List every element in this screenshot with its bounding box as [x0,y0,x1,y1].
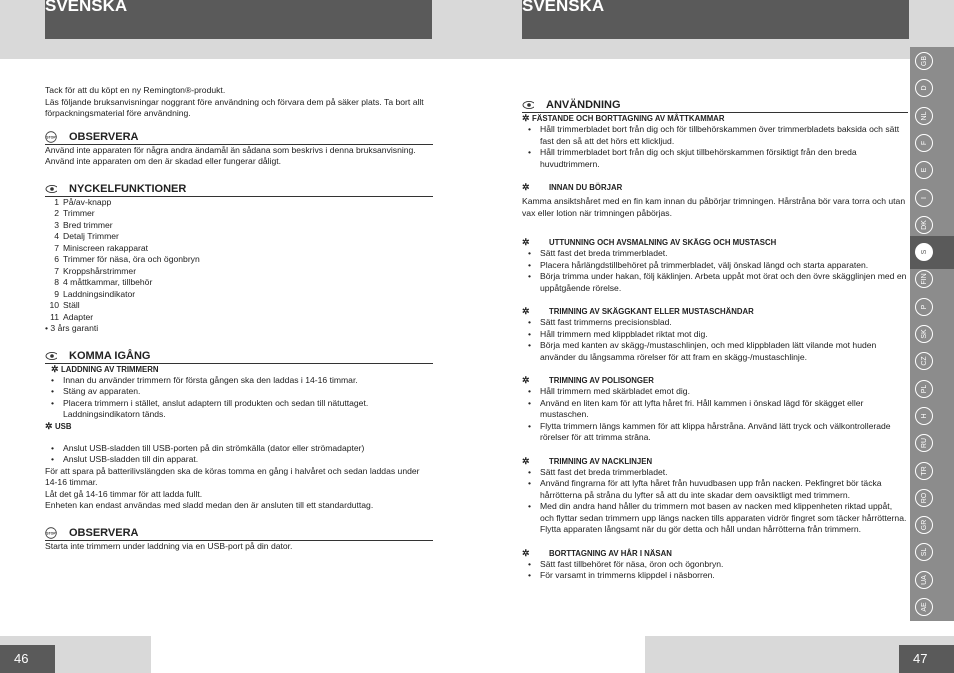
item-label: Adapter [63,311,94,322]
stop-icon [45,131,57,143]
language-tab-s[interactable]: S [915,243,933,261]
subheading [522,237,908,248]
key-feature-item [45,289,433,301]
subheading [522,548,908,559]
item-label: 4 måttkammar, tillbehör [63,277,153,287]
item-label: Detalj Trimmer [63,231,119,241]
item-label: Miniscreen rakapparat [63,242,149,253]
item-number: 2 [54,208,59,218]
paragraph: Låt det gå 14-16 timmar för att ladda fullt. [45,488,203,499]
list [522,467,908,536]
item-label: På/av-knapp [63,196,112,207]
list-item: • Sätt fast tillbehöret för näsa, öron och ögonbryn. [540,559,908,571]
item-number: 10 [49,300,59,310]
list [522,124,908,170]
language-tab-fin[interactable]: FIN [915,270,933,288]
gear-icon: ✲ [522,237,530,247]
item-number: 6 [54,254,59,264]
subheading-label: BORTTAGNING AV HÅR I NÄSAN [549,548,672,558]
list [522,248,908,294]
paragraph: Använd inte apparaten för några andra ändamål än sådana som beskrivs i denna bruksanvisning. [45,144,416,155]
usb-list [45,443,433,466]
list-item: • Innan du använder trimmern för första gången ska den laddas i 14-16 timmar. [63,375,433,387]
page-number-left: 46 [0,645,55,673]
language-tab-gb[interactable]: GB [915,52,933,70]
item-label: Laddningsindikator [63,288,136,299]
section-title: NYCKELFUNKTIONER [69,182,187,195]
list-item: • För varsamt in trimmerns klippdel i näsborren. [540,570,908,582]
list-item: • Sätt fast trimmerns precisionsblad. [540,317,908,329]
language-tab-cz[interactable]: CZ [915,352,933,370]
key-features-list [45,197,433,324]
list-item: • Placera hårlängdstillbehöret på trimmerbladet, välj önskad längd och starta apparaten. [540,260,908,272]
language-tab-sl[interactable]: SL [915,543,933,561]
item-number: 4 [54,231,59,241]
language-tab-f[interactable]: F [915,134,933,152]
section-title: ANVÄNDNING [546,99,621,111]
intro-line: Läs följande bruksanvisningar noggrant före användning och förvara dem på säker plats. Ta bort allt förpackningsmaterial före användning. [45,96,424,118]
language-tab-e[interactable]: E [915,161,933,179]
gear-icon: ✲ [51,363,59,374]
eye-icon [45,350,57,362]
item-number: 9 [54,288,59,299]
section-nyckelfunktioner [45,182,433,197]
eye-icon [45,183,57,195]
item-label: Trimmer för näsa, öra och ögonbryn [63,254,200,264]
intro-line: Tack för att du köpt en ny Remington®-produkt. [45,85,226,95]
gear-icon: ✲ [522,547,530,558]
subheading-label: TRIMNING AV SKÄGGKANT ELLER MUSTASCHÄNDAR [549,307,754,316]
key-feature-item [45,231,433,243]
list-item: • Håll trimmerbladet bort från dig och för tillbehörskammen över trimmerbladets baksida och sätt fast den så att det hörs ett klickljud. [540,124,908,147]
subheading-label: FÄSTANDE OCH BORTTAGNING AV MÅTTKAMMAR [532,114,725,123]
list-item: • Placera trimmern i stället, anslut adaptern till produkten och sedan till nätuttaget. Laddningsindikatorn tänds. [63,398,433,421]
paragraph: Använd inte apparaten om den är skadad eller fungerar dåligt. [45,156,282,166]
item-number: 7 [54,242,59,253]
section-title: OBSERVERA [69,526,139,539]
section-komma-igang [45,349,433,364]
language-tab-ro[interactable]: RO [915,489,933,507]
language-tab-nl[interactable]: NL [915,107,933,125]
language-tab-ae[interactable]: AE [915,598,933,616]
subheading-label: TRIMNING AV POLISONGER [549,376,654,385]
section-observera [45,130,433,145]
subheading-label: USB [55,421,72,431]
list [522,386,908,444]
gear-icon: ✲ [522,306,530,316]
list-item: • Anslut USB-sladden till din apparat. [63,454,433,466]
eye-icon [522,99,534,111]
gear-icon: ✲ [522,375,530,385]
item-label: Kroppshårstrimmer [63,265,137,276]
paragraph: Enheten kan endast användas med sladd medan den är ansluten till ett standarduttag. [45,500,374,510]
gear-icon: ✲ [522,113,530,123]
paragraph: Starta inte trimmern under laddning via en USB-port på din dator. [45,540,293,551]
subheading [45,364,433,375]
list-item: • Sätt fast det breda trimmerbladet. [540,467,908,479]
language-tab-h[interactable]: H [915,407,933,425]
language-tab-dk[interactable]: DK [915,216,933,234]
stop-icon [45,527,57,539]
subheading [522,182,908,193]
key-feature-item [45,254,433,266]
paragraph: För att spara på batterilivslängden ska de köras tomma en gång i halvåret och sedan laddas under 14-16 timmar. [45,465,420,487]
item-number: 1 [54,196,59,207]
language-tab-pl[interactable]: PL [915,380,933,398]
item-number: 7 [54,265,59,276]
section-observera-2 [45,526,433,541]
list-item: • Håll trimmern med klippbladet riktat mot dig. [540,329,908,341]
language-tab-tr[interactable]: TR [915,462,933,480]
list [522,559,908,582]
item-number: 11 [50,311,59,322]
key-feature-item [45,208,433,220]
svg-text:STOP: STOP [46,135,56,139]
list-item: • Stäng av apparaten. [63,386,433,398]
item-number: 3 [54,219,59,230]
language-tab-i[interactable]: I [915,189,933,207]
gear-icon: ✲ [45,420,53,431]
page-header-left [45,0,432,39]
list-item: • Börja trimma under hakan, följ käklinjen. Arbeta uppåt mot örat och den övre skägglinjen med en uppåtgående rörelse. [540,271,908,294]
language-tab-d[interactable]: D [915,79,933,97]
language-tab-p[interactable]: P [915,298,933,316]
list-item: • Håll trimmern med skärbladet emot dig. [540,386,908,398]
subheading [522,375,908,386]
section-title: KOMMA IGÅNG [69,349,151,362]
charging-list [45,375,433,421]
subheading [522,456,908,467]
language-tab-ru[interactable]: RU [915,434,933,452]
list-item: • Använd en liten kam för att lyfta håret fri. Håll kammen i önskad lägd för skägget eller mustaschen. [540,398,908,421]
gear-icon: ✲ [522,182,530,192]
list-item: • Flytta trimmern längs kammen för att klippa hårstråna. Använd lätt tryck och välkontrollerade rörelser för att trimma strâna. [540,421,908,444]
item-label: Trimmer [63,208,95,218]
subheading-label: UTTUNNING OCH AVSMALNING AV SKÄGG OCH MUSTASCH [549,238,777,247]
item-number: 8 [54,277,59,287]
key-feature-item [45,220,433,232]
key-feature-item [45,197,433,209]
language-tab-sk[interactable]: SK [915,325,933,343]
key-feature-item [45,243,433,255]
list-item: • Sätt fast det breda trimmerbladet. [540,248,908,260]
subheading [45,421,433,432]
subheading [522,306,908,317]
key-feature-item [45,300,433,312]
paragraph: Kamma ansiktshåret med en fin kam innan du påbörjar trimningen. Hårstråna bör vara torra och utan vax eller lotion när trimningen påbörjas. [522,196,906,218]
subheading [522,113,908,124]
list-item: • Börja med kanten av skägg-/mustaschlinjen, och med klippbladen lätt vilande mot huden använder du långsamma rörelser för att fram en skägg-/mustaschlinje. [540,340,908,363]
list-item: • Anslut USB-sladden till USB-porten på din strömkälla (dator eller strömadapter) [63,443,433,455]
right-page [522,98,908,582]
subheading-label: TRIMNING AV NACKLINJEN [549,456,653,466]
svg-text:STOP: STOP [46,531,56,535]
list [522,317,908,363]
item-label: Ställ [63,300,80,310]
subheading-label: INNAN DU BÖRJAR [549,183,623,192]
warranty-note: • 3 års garanti [45,323,99,333]
list-item: • Med din andra hand håller du trimmern mot basen av nacken med klippenheten riktad uppåt, och flyttar sedan trimmern upp längs nacken tills apparaten vidrör fingret som täcker hårrötterna. Flytta apparaten långsamt när du gör detta och håll undan hårrötterna från trimmern. [540,501,908,536]
key-feature-item [45,277,433,289]
page-header-right [522,0,909,39]
list-item: • Använd fingrarna för att lyfta håret från huvudbasen upp från nacken. Pekfingret bör täcka hårrötterna på stråna du lyfter så att du inte skadar dem oavsiktligt med trimmern. [540,478,908,501]
language-tab-ua[interactable]: UA [915,571,933,589]
subheading-label: LADDNING AV TRIMMERN [61,364,159,374]
key-feature-item [45,312,433,324]
section-title: OBSERVERA [69,130,139,143]
key-feature-item [45,266,433,278]
gear-icon: ✲ [522,455,530,466]
header-title: SVENSKA [45,0,128,15]
item-label: Bred trimmer [63,219,113,230]
spacer [45,432,433,443]
list-item: • Håll trimmerbladet bort från dig och skjut tillbehörskammen försiktigt från den breda huvudtrimmern. [540,147,908,170]
left-page [45,85,433,552]
language-tab-gr[interactable]: GR [915,516,933,534]
section-anvandning [522,98,908,113]
header-title: SVENSKA [522,0,605,15]
page-number-right: 47 [899,645,954,673]
